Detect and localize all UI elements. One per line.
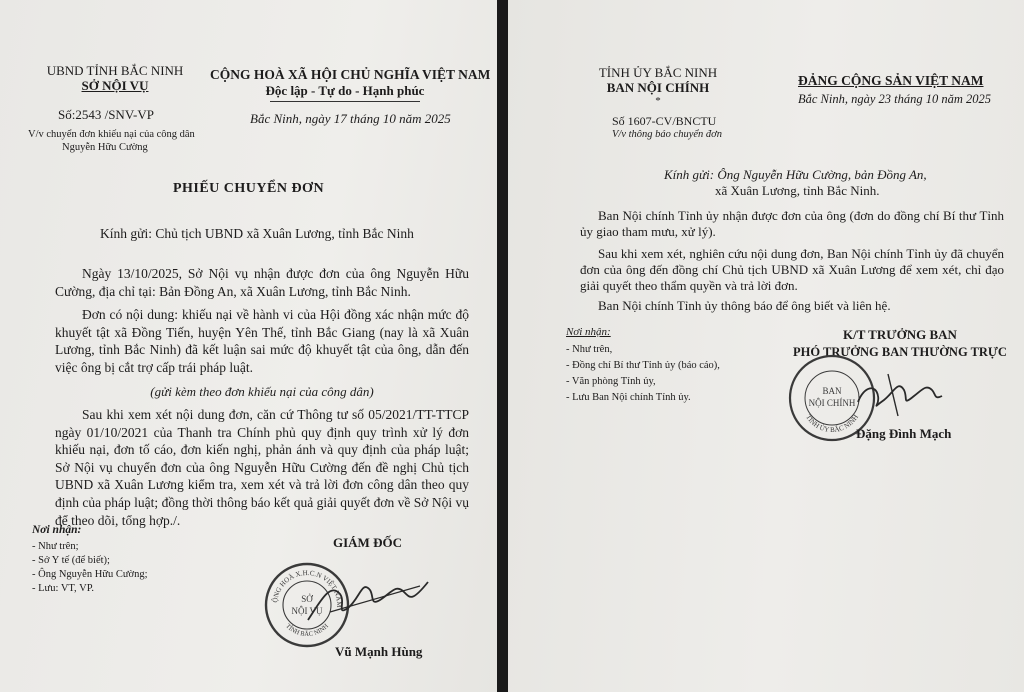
right-doc-number: Số 1607-CV/BNCTU [612, 114, 717, 128]
left-org-parent: UBND TỈNH BẮC NINH [46, 63, 184, 78]
right-stamp-center-1: BAN [822, 386, 842, 396]
left-attached-note: (gửi kèm theo đơn khiếu nại của công dân) [150, 384, 374, 399]
left-title: PHIẾU CHUYỂN ĐƠN [172, 181, 325, 196]
left-paragraph-2: Đơn có nội dung: khiếu nại về hành vi của Hội đồng xác nhận mức độ khuyết tật xã Đồng Tiến, huyện Yên Thế, tỉnh Bắc Giang (nay là xã Xuân Lương, tỉnh Bắc Ninh) đã kết luận sai mức độ khuyết tật của ông, dẫn đến việc ông bị cắt trợ cấp trái pháp luật. [55, 307, 469, 375]
right-recipient-item: - Lưu Ban Nội chính Tỉnh ủy. [566, 392, 691, 403]
left-date: Bắc Ninh, ngày 17 tháng 10 năm 2025 [250, 111, 451, 126]
left-stamp-center-2: NỘI VỤ [291, 606, 323, 616]
right-star: * [655, 95, 661, 107]
left-subject-line2: Nguyễn Hữu Cường [62, 142, 148, 153]
right-signer-name: Đặng Đình Mạch [856, 426, 952, 441]
left-stamp-center-1: SỞ [301, 594, 313, 604]
right-recipients-list [566, 342, 720, 406]
right-greeting-line2: xã Xuân Lương, tỉnh Bắc Ninh. [715, 183, 880, 198]
right-recipient-item: - Đồng chí Bí thư Tỉnh ủy (báo cáo), [566, 360, 720, 371]
right-paragraph-2: Sau khi xem xét, nghiên cứu nội dung đơn, Ban Nội chính Tỉnh ủy đã chuyển đơn của ông đến đồng chí Chủ tịch UBND xã Xuân Lương để xem xét, chỉ đạo giải quyết theo thẩm quyền và trả lời đơn. [580, 246, 1004, 293]
right-subject: V/v thông báo chuyển đơn [612, 129, 722, 140]
right-recipient-item: - Như trên, [566, 344, 613, 355]
right-paragraph-3: Ban Nội chính Tỉnh ủy thông báo để ông biết và liên hệ. [598, 298, 891, 313]
right-stamp-center-2: NỘI CHÍNH [808, 398, 856, 408]
left-subject-line1: V/v chuyển đơn khiếu nại của công dân [28, 129, 195, 140]
left-nation-header: CỘNG HOÀ XÃ HỘI CHỦ NGHĨA VIỆT NAM [210, 67, 491, 82]
left-motto: Độc lập - Tự do - Hạnh phúc [265, 83, 425, 98]
left-motto-underline [270, 101, 420, 102]
right-org-name: BAN NỘI CHÍNH [606, 80, 710, 95]
right-sign-kt: K/T TRƯỞNG BAN [843, 327, 957, 342]
right-org-parent: TỈNH ỦY BẮC NINH [598, 65, 718, 80]
left-stamp-ring-text: ỘNG HOÀ X.H.C.N VIỆT NAM [271, 568, 344, 608]
right-date: Bắc Ninh, ngày 23 tháng 10 năm 2025 [798, 92, 992, 106]
left-paragraph-3: Sau khi xem xét nội dung đơn, căn cứ Thông tư số 05/2021/TT-TTCP ngày 01/10/2021 của Thanh tra Chính phủ quy định quy trình xử lý đơn khiếu nại, đơn tố cáo, đơn kiến nghị, phản ánh và quy định của pháp luật; Sở Nội vụ chuyển đơn của ông Nguyễn Hữu Cường đến đề nghị Chủ tịch UBND xã Xuân Lương kiểm tra, xem xét và trả lời đơn công dân theo quy định của pháp luật; đồng thời thông báo kết quả giải quyết đơn về Sở Nội vụ để theo dõi, tổng hợp./. [55, 407, 469, 528]
right-sign-title: PHÓ TRƯỞNG BAN THƯỜNG TRỰC [793, 345, 1007, 359]
left-org-name: SỞ NỘI VỤ [81, 78, 149, 93]
right-recipient-item: - Văn phòng Tỉnh ủy, [566, 376, 656, 387]
right-recipients-title: Nơi nhận: [566, 326, 611, 338]
left-recipient-item: - Sở Y tế (để biết); [32, 555, 110, 566]
right-greeting-line1: Kính gửi: Ông Nguyễn Hữu Cường, bản Đồng An, [664, 167, 927, 182]
right-stamp-ring-text: TỈNH ỦY BẮC NINH [804, 413, 860, 435]
left-recipients-list [32, 540, 148, 596]
right-party-header: ĐẢNG CỘNG SẢN VIỆT NAM [798, 73, 984, 88]
left-signature [300, 572, 440, 632]
left-signer-title: GIÁM ĐỐC [333, 535, 402, 550]
left-greeting: Kính gửi: Chủ tịch UBND xã Xuân Lương, tỉnh Bắc Ninh [100, 226, 414, 241]
left-doc-number: Số:2543 /SNV-VP [58, 107, 154, 122]
right-paragraph-1: Ban Nội chính Tỉnh ủy nhận được đơn của ông (đơn do đồng chí Bí thư Tỉnh ủy giao tham mưu, xử lý). [580, 208, 1004, 239]
left-stamp-bottom-text: TỈNH BẮC NINH [284, 622, 330, 639]
left-recipients-title: Nơi nhận: [32, 524, 82, 536]
right-signature [848, 366, 948, 426]
right-document [508, 0, 1024, 692]
left-recipient-item: - Ông Nguyễn Hữu Cường; [32, 569, 148, 580]
left-recipient-item: - Như trên; [32, 541, 79, 552]
left-signer-name: Vũ Mạnh Hùng [335, 644, 423, 659]
left-recipient-item: - Lưu: VT, VP. [32, 583, 94, 594]
left-paragraph-1: Ngày 13/10/2025, Sở Nội vụ nhận được đơn của ông Nguyễn Hữu Cường, địa chỉ tại: Bản Đồng An, xã Xuân Lương, tỉnh Bắc Ninh. [55, 266, 469, 299]
left-document [0, 0, 497, 692]
